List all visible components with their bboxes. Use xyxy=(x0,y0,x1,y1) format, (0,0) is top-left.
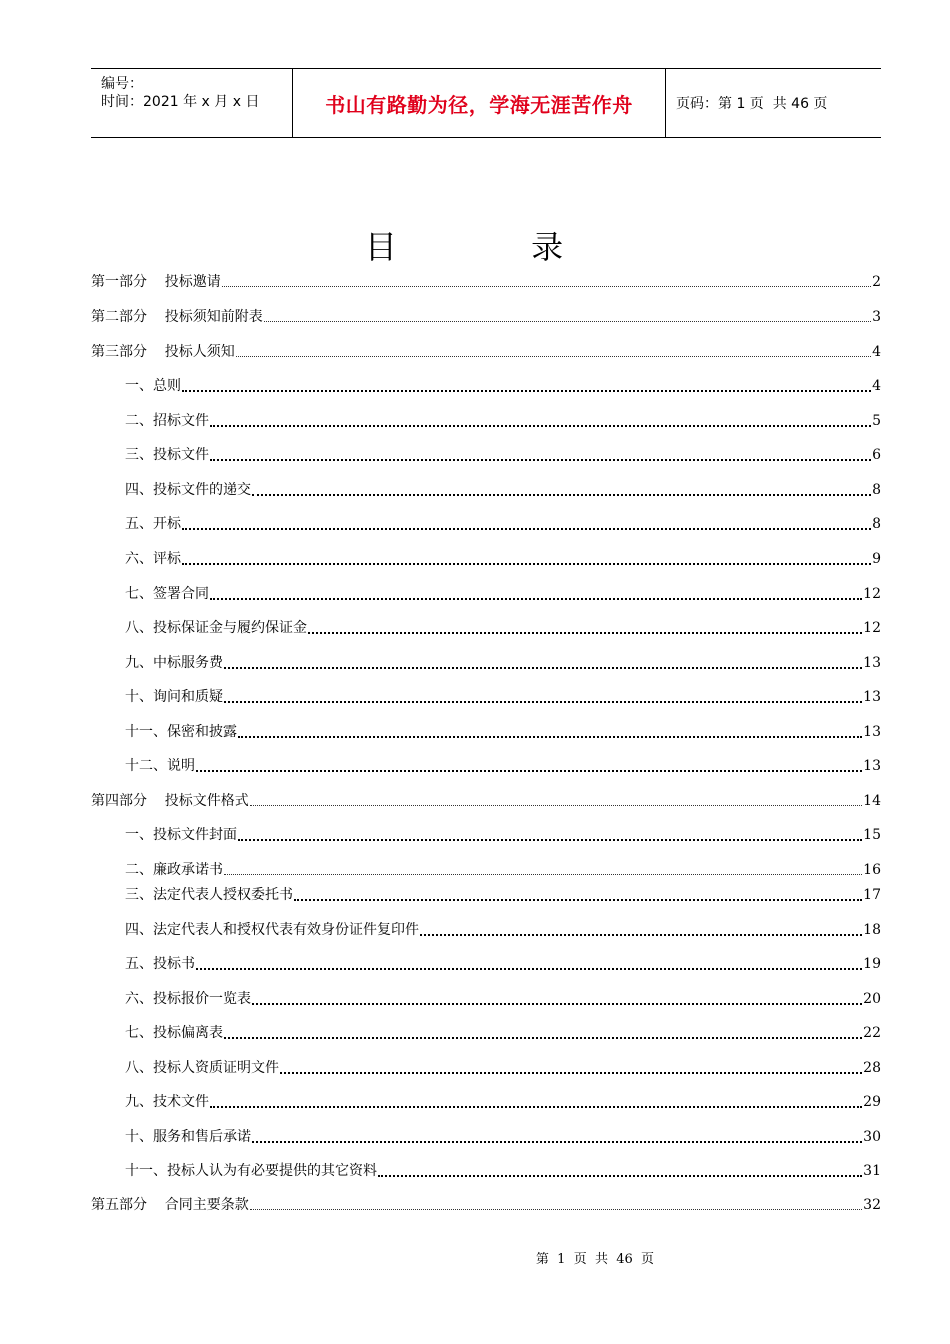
toc-entry-page-number: 4 xyxy=(872,344,881,360)
toc-dot-leader xyxy=(210,411,871,431)
toc-entry-label: 一、投标文件封面 xyxy=(125,827,237,843)
toc-dot-leader xyxy=(294,885,862,905)
toc-entry-page-number: 12 xyxy=(863,586,881,602)
toc-entry-page-number: 2 xyxy=(872,274,881,290)
toc-entry-label: 九、技术文件 xyxy=(125,1094,209,1110)
toc-entry xyxy=(91,985,881,1009)
toc-entry-label: 四、法定代表人和授权代表有效身份证件复印件 xyxy=(125,922,419,938)
toc-entry-label: 十二、说明 xyxy=(125,758,195,774)
toc-entry-page-number: 13 xyxy=(863,724,881,740)
toc-dot-leader xyxy=(210,584,862,604)
toc-entry xyxy=(91,950,881,974)
toc-entry-page-number: 20 xyxy=(863,991,881,1007)
toc-entry-page-number: 3 xyxy=(872,309,881,325)
toc-entry-page-number: 14 xyxy=(863,793,881,809)
toc-entry-label: 三、投标文件 xyxy=(125,447,209,463)
toc-entry-page-number: 8 xyxy=(872,516,881,532)
toc-entry-label: 十、询问和质疑 xyxy=(125,689,223,705)
toc-entry-label: 第一部分 投标邀请 xyxy=(91,274,221,290)
toc-entry xyxy=(91,1123,881,1147)
toc-dot-leader xyxy=(280,1058,862,1078)
toc-entry xyxy=(91,407,881,431)
toc-dot-leader xyxy=(252,480,871,500)
toc-entry xyxy=(91,268,881,292)
toc-entry xyxy=(91,441,881,465)
toc-entry-page-number: 13 xyxy=(863,655,881,671)
toc-entry-label: 十、服务和售后承诺 xyxy=(125,1129,251,1145)
toc-entry xyxy=(91,856,881,880)
toc-dot-leader xyxy=(210,1092,862,1112)
toc-entry-label: 二、廉政承诺书 xyxy=(125,862,223,878)
toc-entry xyxy=(91,821,881,845)
toc-entry-label: 五、投标书 xyxy=(125,956,195,972)
toc-entry xyxy=(91,1088,881,1112)
toc-dot-leader xyxy=(210,445,871,465)
header-page-info: 页码：第 1 页 共 46 页 xyxy=(676,96,828,112)
toc-entry-page-number: 17 xyxy=(863,887,881,903)
toc-entry xyxy=(91,1157,881,1181)
toc-entry-page-number: 6 xyxy=(872,447,881,463)
toc-dot-leader xyxy=(224,687,862,707)
toc-entry xyxy=(91,916,881,940)
toc-entry-page-number: 9 xyxy=(872,551,881,567)
toc-entry-page-number: 31 xyxy=(863,1163,881,1179)
toc-entry-label: 十一、投标人认为有必要提供的其它资料 xyxy=(125,1163,377,1179)
toc-entry-page-number: 28 xyxy=(863,1060,881,1076)
toc-dot-leader xyxy=(252,989,862,1009)
toc-dot-leader xyxy=(182,514,871,534)
toc-entry xyxy=(91,476,881,500)
toc-entry-page-number: 32 xyxy=(863,1197,881,1213)
toc-dot-leader xyxy=(238,722,862,742)
toc-entry xyxy=(91,545,881,569)
toc-entry xyxy=(91,649,881,673)
toc-entry xyxy=(91,1054,881,1078)
toc-entry xyxy=(91,372,881,396)
toc-dot-leader xyxy=(222,272,871,292)
toc-entry xyxy=(91,881,881,905)
toc-entry-page-number: 8 xyxy=(872,482,881,498)
toc-entry-label: 第二部分 投标须知前附表 xyxy=(91,309,263,325)
toc-entry-label: 一、总则 xyxy=(125,378,181,394)
toc-entry-page-number: 4 xyxy=(872,378,881,394)
page-header xyxy=(91,68,881,138)
toc-entry xyxy=(91,303,881,327)
header-motto: 书山有路勤为径，学海无涯苦作舟 xyxy=(293,69,666,137)
toc-entry xyxy=(91,718,881,742)
toc-dot-leader xyxy=(252,1127,862,1147)
toc-entry-label: 四、投标文件的递交 xyxy=(125,482,251,498)
toc-dot-leader xyxy=(420,920,862,940)
toc-entry-label: 三、法定代表人授权委托书 xyxy=(125,887,293,903)
toc-entry xyxy=(91,338,881,362)
toc-entry xyxy=(91,510,881,534)
document-time-label: 时间：2021 年 x 月 x 日 xyxy=(101,94,260,110)
toc-entry-label: 六、评标 xyxy=(125,551,181,567)
toc-entry-label: 七、签署合同 xyxy=(125,586,209,602)
toc-dot-leader xyxy=(224,653,862,673)
toc-entry-page-number: 29 xyxy=(863,1094,881,1110)
toc-entry-label: 六、投标报价一览表 xyxy=(125,991,251,1007)
toc-dot-leader xyxy=(264,307,871,327)
toc-entry xyxy=(91,614,881,638)
toc-dot-leader xyxy=(224,860,862,880)
toc-entry-label: 二、招标文件 xyxy=(125,413,209,429)
toc-entry-page-number: 13 xyxy=(863,758,881,774)
toc-entry-page-number: 18 xyxy=(863,922,881,938)
toc-entry xyxy=(91,1019,881,1043)
toc-dot-leader xyxy=(196,954,862,974)
toc-dot-leader xyxy=(236,342,871,362)
toc-entry-label: 七、投标偏离表 xyxy=(125,1025,223,1041)
toc-entry-page-number: 15 xyxy=(863,827,881,843)
toc-entry xyxy=(91,752,881,776)
toc-dot-leader xyxy=(250,1195,862,1215)
toc-entry-label: 十一、保密和披露 xyxy=(125,724,237,740)
toc-entry-label: 五、开标 xyxy=(125,516,181,532)
toc-entry xyxy=(91,580,881,604)
toc-dot-leader xyxy=(238,825,862,845)
toc-entry-label: 第四部分 投标文件格式 xyxy=(91,793,249,809)
toc-entry-label: 第三部分 投标人须知 xyxy=(91,344,235,360)
toc-entry-page-number: 30 xyxy=(863,1129,881,1145)
toc-entry-label: 第五部分 合同主要条款 xyxy=(91,1197,249,1213)
toc-entry-page-number: 22 xyxy=(863,1025,881,1041)
document-code-label: 编号： xyxy=(101,76,143,92)
toc-dot-leader xyxy=(182,549,871,569)
toc-dot-leader xyxy=(308,618,862,638)
toc-title: 目 录 xyxy=(364,228,626,266)
toc-entry-label: 九、中标服务费 xyxy=(125,655,223,671)
toc-dot-leader xyxy=(250,791,862,811)
toc-dot-leader xyxy=(196,756,862,776)
toc-entry xyxy=(91,787,881,811)
toc-dot-leader xyxy=(378,1161,862,1181)
toc-entry xyxy=(91,1191,881,1215)
header-meta-cell xyxy=(91,69,293,137)
toc-entry-page-number: 16 xyxy=(863,862,881,878)
toc-entry-label: 八、投标保证金与履约保证金 xyxy=(125,620,307,636)
toc-entry-page-number: 13 xyxy=(863,689,881,705)
page-footer: 第 1 页 共 46 页 xyxy=(535,1252,655,1267)
toc-entry-label: 八、投标人资质证明文件 xyxy=(125,1060,279,1076)
toc-entry-page-number: 19 xyxy=(863,956,881,972)
toc-entry xyxy=(91,683,881,707)
toc-entry-page-number: 12 xyxy=(863,620,881,636)
toc-dot-leader xyxy=(224,1023,862,1043)
toc-entry-page-number: 5 xyxy=(872,413,881,429)
toc-dot-leader xyxy=(182,376,871,396)
